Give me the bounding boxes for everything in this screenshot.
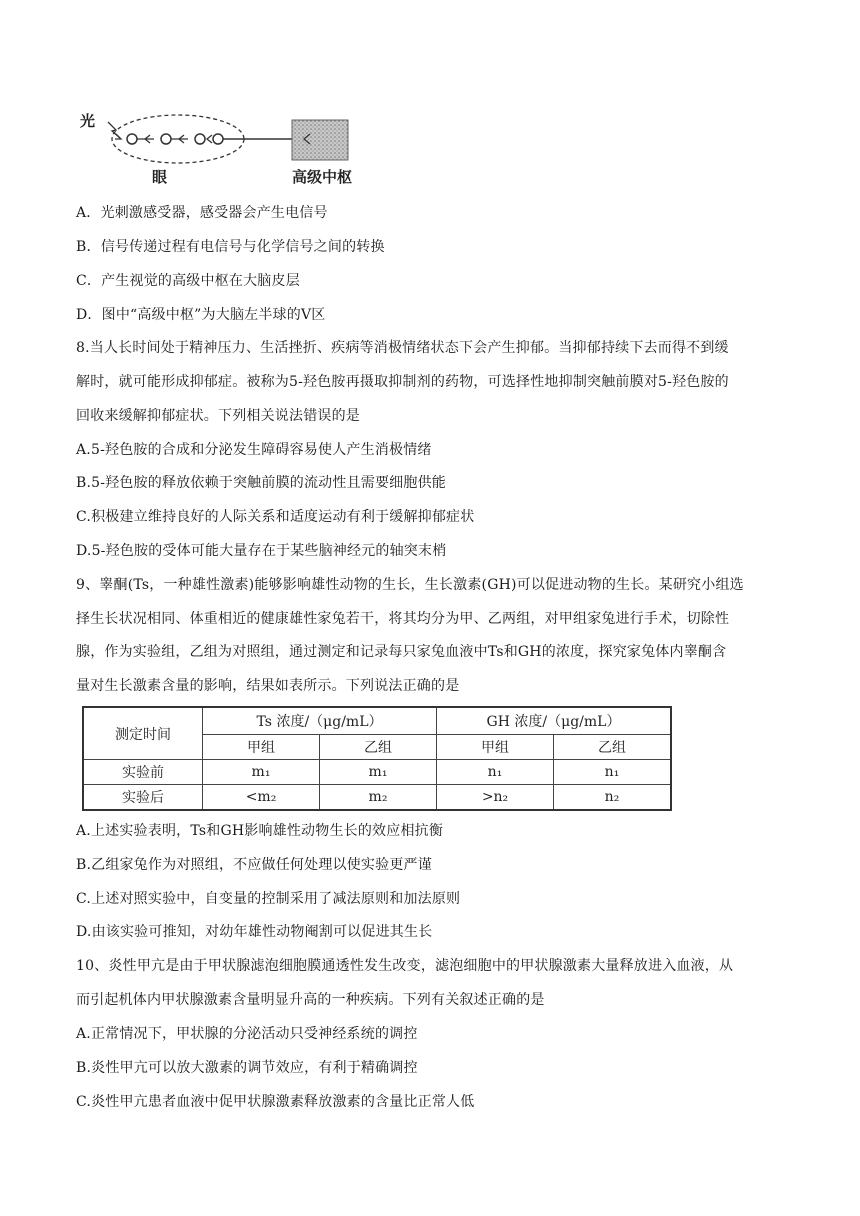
higher-center-label: 高级中枢 bbox=[292, 168, 353, 186]
q10-stem-line1: 10、炎性甲亢是由于甲状腺滤泡细胞膜通透性发生改变，滤泡细胞中的甲状腺激素大量释放进入血液，从 bbox=[76, 958, 734, 974]
table-header-ts: Ts 浓度/（μg/mL） bbox=[203, 707, 437, 735]
q8-option-c: C.积极建立维持良好的人际关系和适度运动有利于缓解抑郁症状 bbox=[76, 509, 475, 525]
table-cell: m₁ bbox=[320, 760, 437, 785]
table-cell: <m₂ bbox=[203, 785, 320, 811]
q9-option-a: A.上述实验表明，Ts和GH影响雄性动物生长的效应相抗衡 bbox=[76, 823, 444, 839]
q8-option-d: D.5-羟色胺的受体可能大量存在于某些脑神经元的轴突末梢 bbox=[76, 543, 447, 559]
table-header-time: 测定时间 bbox=[83, 707, 203, 760]
gh-group-a-header: 甲组 bbox=[437, 735, 554, 760]
q8-stem-line3: 回收来缓解抑郁症状。下列相关说法错误的是 bbox=[76, 408, 360, 424]
ts-group-a-header: 甲组 bbox=[203, 735, 320, 760]
row-label-after: 实验后 bbox=[83, 785, 203, 811]
row-label-before: 实验前 bbox=[83, 760, 203, 785]
q9-option-c: C.上述对照实验中，自变量的控制采用了减法原则和加法原则 bbox=[76, 891, 461, 907]
q9-results-table bbox=[82, 706, 672, 811]
table-cell: n₁ bbox=[437, 760, 554, 785]
q9-stem-line2: 择生长状况相同、体重相近的健康雄性家兔若干，将其均分为甲、乙两组，对甲组家兔进行手术，切除性 bbox=[76, 611, 730, 627]
table-cell: m₂ bbox=[320, 785, 437, 811]
table-header-gh: GH 浓度/（μg/mL） bbox=[437, 707, 672, 735]
q10-option-c: C.炎性甲亢患者血液中促甲状腺激素释放激素的含量比正常人低 bbox=[76, 1094, 475, 1110]
q9-stem-line3: 腺，作为实验组，乙组为对照组，通过测定和记录每只家兔血液中Ts和GH的浓度，探究家兔体内睾酮含 bbox=[76, 644, 727, 660]
gh-group-b-header: 乙组 bbox=[554, 735, 672, 760]
table-row bbox=[83, 785, 671, 811]
table-row bbox=[83, 760, 671, 785]
q10-option-a: A.正常情况下，甲状腺的分泌活动只受神经系统的调控 bbox=[76, 1026, 418, 1042]
table-cell: n₁ bbox=[554, 760, 672, 785]
q9-stem-line1: 9、睾酮(Ts，一种雄性激素)能够影响雄性动物的生长，生长激素(GH)可以促进动物的生长。某研究小组选 bbox=[76, 577, 744, 593]
ts-group-b-header: 乙组 bbox=[320, 735, 437, 760]
receptor-neuron bbox=[127, 134, 137, 144]
q8-stem-line2: 解时，就可能形成抑郁症。被称为5-羟色胺再摄取抑制剂的药物，可选择性地抑制突触前膜对5-羟色胺的 bbox=[76, 374, 729, 390]
eye-label: 眼 bbox=[152, 168, 168, 186]
q7-option-b: B．信号传递过程有电信号与化学信号之间的转换 bbox=[76, 239, 385, 255]
q9-stem-line4: 量对生长激素含量的影响，结果如表所示。下列说法正确的是 bbox=[76, 678, 460, 694]
q9-option-d: D.由该实验可推知，对幼年雄性动物阉割可以促进其生长 bbox=[76, 924, 433, 940]
bipolar-neuron bbox=[161, 134, 171, 144]
table-cell: n₂ bbox=[554, 785, 672, 811]
q8-option-a: A.5-羟色胺的合成和分泌发生障碍容易使人产生消极情绪 bbox=[76, 442, 432, 458]
q8-stem-line1: 8.当人长时间处于精神压力、生活挫折、疾病等消极情绪状态下会产生抑郁。当抑郁持续下去而得不到缓 bbox=[76, 340, 729, 356]
q10-stem-line2: 而引起机体内甲状腺激素含量明显升高的一种疾病。下列有关叙述正确的是 bbox=[76, 992, 545, 1008]
visual-pathway-diagram bbox=[78, 108, 378, 192]
light-label: 光 bbox=[80, 112, 96, 130]
q7-option-c: C．产生视觉的高级中枢在大脑皮层 bbox=[76, 273, 300, 289]
higher-center-box bbox=[292, 120, 348, 160]
q8-option-b: B.5-羟色胺的释放依赖于突触前膜的流动性且需要细胞供能 bbox=[76, 475, 446, 491]
q9-option-b: B.乙组家兔作为对照组，不应做任何处理以使实验更严谨 bbox=[76, 857, 432, 873]
ganglion-neuron bbox=[195, 134, 205, 144]
q7-option-a: A．光刺激感受器，感受器会产生电信号 bbox=[76, 205, 328, 221]
q7-option-d: D．图中“高级中枢”为大脑左半球的Ⅴ区 bbox=[76, 307, 326, 323]
table-cell: m₁ bbox=[203, 760, 320, 785]
q10-option-b: B.炎性甲亢可以放大激素的调节效应，有利于精确调控 bbox=[76, 1060, 418, 1076]
table-cell: >n₂ bbox=[437, 785, 554, 811]
